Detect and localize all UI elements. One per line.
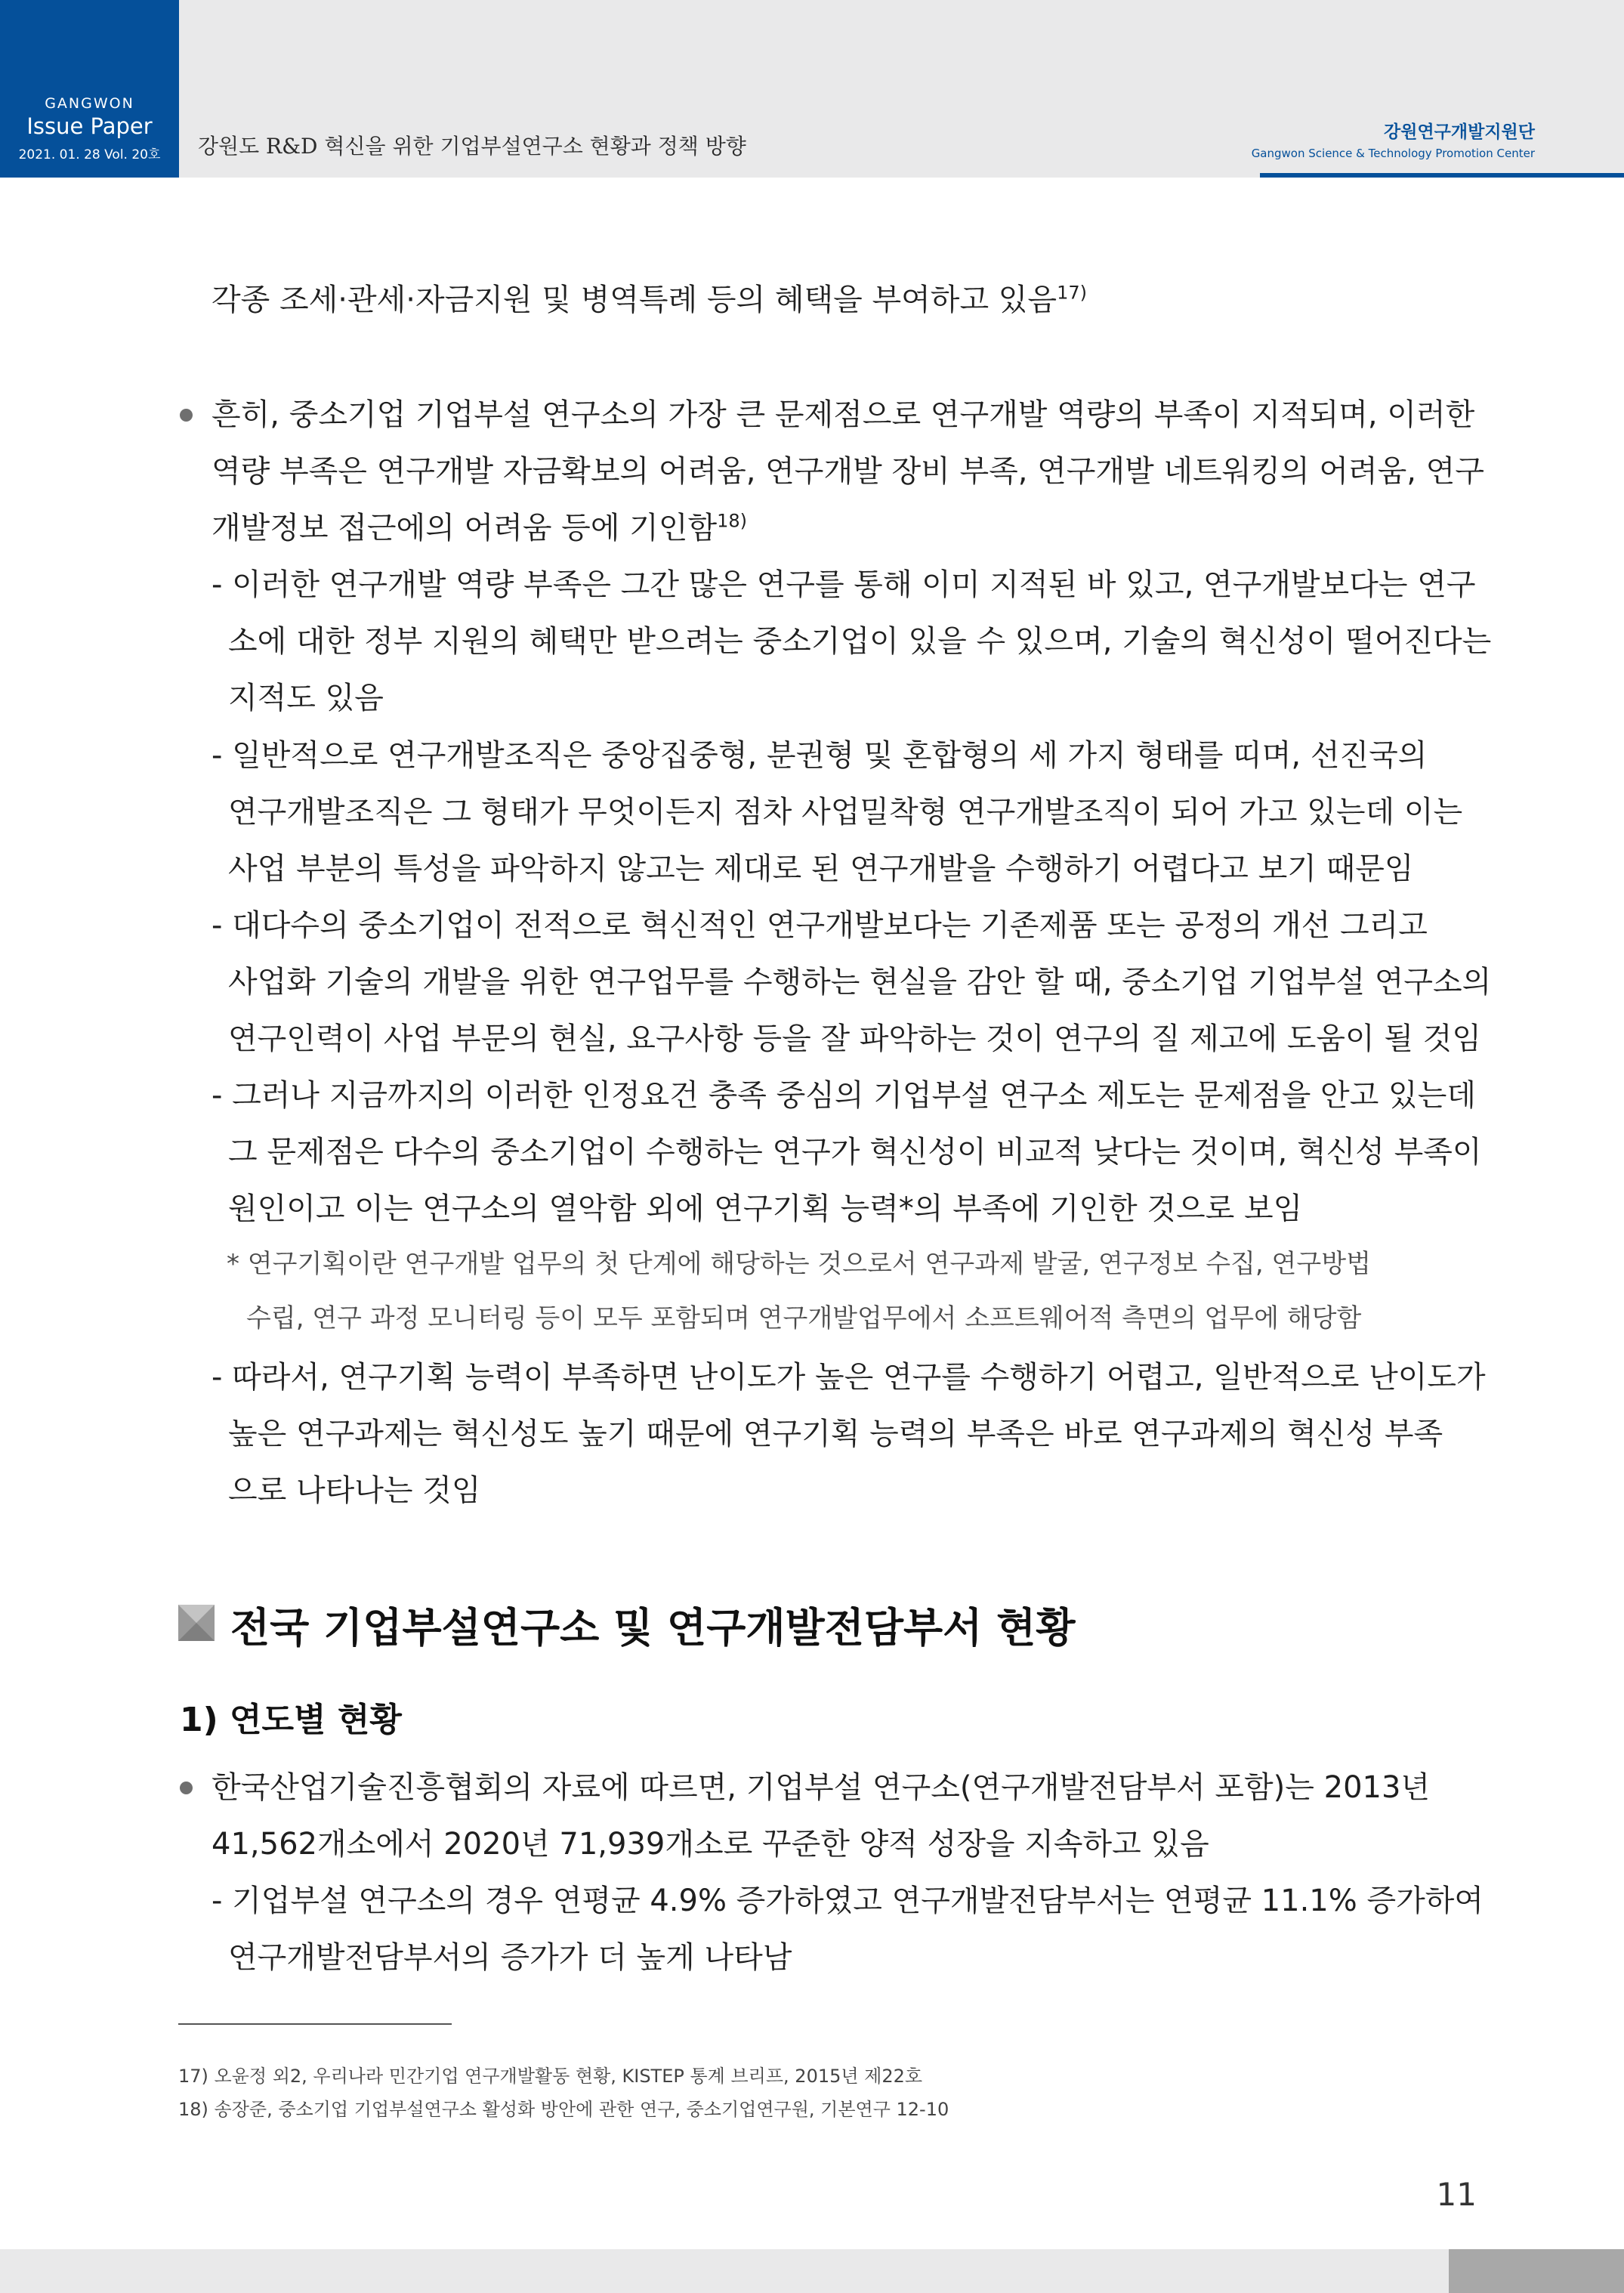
dash-item-line: - 따라서, 연구기획 능력이 부족하면 난이도가 높은 연구를 수행하기 어렵고, 일반적으로 난이도가 [211, 1360, 1486, 1395]
dash-item-line: - 대다수의 중소기업이 전적으로 혁신적인 연구개발보다는 기존제품 또는 공정의 개선 그리고 [211, 908, 1428, 943]
dash-item-line: 연구개발조직은 그 형태가 무엇이든지 점차 사업밀착형 연구개발조직이 되어 가고 있는데 이는 [228, 795, 1463, 830]
dash-item-line: 그 문제점은 다수의 중소기업이 수행하는 연구가 혁신성이 비교적 낮다는 것이며, 혁신성 부족이 [228, 1135, 1482, 1170]
organization-name: 강원연구개발지원단 [1384, 122, 1535, 142]
paragraph-line: 역량 부족은 연구개발 자금확보의 어려움, 연구개발 장비 부족, 연구개발 네트워킹의 어려움, 연구 [211, 454, 1484, 489]
footnote-ref-18: 18) [717, 510, 748, 532]
page-header [0, 0, 1624, 178]
paragraph-line: 개발정보 접근에의 어려움 등에 기인함$^{18)}$ [211, 510, 748, 545]
note-line: 수립, 연구 과정 모니터링 등이 모두 포함되며 연구개발업무에서 소프트웨어적 측면의 업무에 해당함 [246, 1303, 1362, 1333]
brand-label: GANGWON [45, 95, 134, 112]
footnote-ref-17: 17) [1057, 282, 1087, 304]
bullet-dot-icon [180, 409, 193, 422]
paragraph-line: 41,562개소에서 2020년 71,939개소로 꾸준한 양적 성장을 지속하고 있음 [211, 1827, 1209, 1862]
subsection-title: 1) 연도별 현황 [180, 1701, 402, 1739]
dash-item-line: 지적도 있음 [228, 681, 384, 715]
dash-item-line: 사업화 기술의 개발을 위한 연구업무를 수행하는 현실을 감안 할 때, 중소기업 기업부설 연구소의 [228, 965, 1492, 1000]
intro-paragraph: 각종 조세·관세·자금지원 및 병역특례 등의 혜택을 부여하고 있음$^{17)}$ [211, 282, 1087, 317]
note-line: * 연구기획이란 연구개발 업무의 첫 단계에 해당하는 것으로서 연구과제 발굴, 연구정보 수집, 연구방법 [227, 1249, 1371, 1279]
dash-item-line: 으로 나타나는 것임 [228, 1473, 481, 1508]
bullet-dot-icon [180, 1782, 193, 1794]
issue-label: 2021. 01. 28 Vol. 20호 [18, 147, 161, 162]
issue-badge [0, 0, 179, 178]
organization-name-en: Gangwon Science & Technology Promotion Center [1251, 147, 1535, 160]
square-split-icon [178, 1605, 215, 1641]
footnote-rule [178, 2023, 452, 2025]
dash-item-line: - 기업부설 연구소의 경우 연평균 4.9% 증가하였고 연구개발전담부서는 연평균 11.1% 증가하여 [211, 1884, 1484, 1918]
footer-band [0, 2249, 1449, 2293]
series-label: Issue Paper [26, 113, 153, 139]
footer-tab [1449, 2249, 1624, 2293]
page-number: 11 [1436, 2176, 1477, 2213]
dash-item-line: - 일반적으로 연구개발조직은 중앙집중형, 분권형 및 혼합형의 세 가지 형태를 띠며, 선진국의 [211, 738, 1428, 773]
dash-item-line: 연구인력이 사업 부문의 현실, 요구사항 등을 잘 파악하는 것이 연구의 질 제고에 도움이 될 것임 [228, 1021, 1482, 1056]
header-rule [1260, 173, 1624, 178]
dash-item-line: - 그러나 지금까지의 이러한 인정요건 충족 중심의 기업부설 연구소 제도는 문제점을 안고 있는데 [211, 1078, 1476, 1113]
dash-item-line: 사업 부분의 특성을 파악하지 않고는 제대로 된 연구개발을 수행하기 어렵다고 보기 때문임 [228, 851, 1414, 886]
dash-item-line: 원인이고 이는 연구소의 열악함 외에 연구기획 능력*의 부족에 기인한 것으로 보임 [228, 1191, 1303, 1226]
footnote-17: 17) 오윤정 외2, 우리나라 민간기업 연구개발활동 현황, KISTEP 통계 브리프, 2015년 제22호 [178, 2066, 923, 2087]
dash-item-line: 소에 대한 정부 지원의 혜택만 받으려는 중소기업이 있을 수 있으며, 기술의 혁신성이 떨어진다는 [228, 624, 1492, 659]
paragraph-line: 한국산업기술진흥협회의 자료에 따르면, 기업부설 연구소(연구개발전담부서 포함)는 2013년 [211, 1770, 1431, 1805]
paragraph-line: 흔히, 중소기업 기업부설 연구소의 가장 큰 문제점으로 연구개발 역량의 부족이 지적되며, 이러한 [211, 397, 1475, 432]
footnote-18: 18) 송장준, 중소기업 기업부설연구소 활성화 방안에 관한 연구, 중소기업연구원, 기본연구 12-10 [178, 2099, 949, 2120]
dash-item-line: - 이러한 연구개발 역량 부족은 그간 많은 연구를 통해 이미 지적된 바 있고, 연구개발보다는 연구 [211, 567, 1476, 602]
section-title: 전국 기업부설연구소 및 연구개발전담부서 현황 [230, 1604, 1076, 1652]
dash-item-line: 높은 연구과제는 혁신성도 높기 때문에 연구기획 능력의 부족은 바로 연구과제의 혁신성 부족 [228, 1417, 1443, 1451]
document-title: 강원도 R&D 혁신을 위한 기업부설연구소 현황과 정책 방향 [198, 134, 746, 159]
dash-item-line: 연구개발전담부서의 증가가 더 높게 나타남 [228, 1940, 792, 1975]
